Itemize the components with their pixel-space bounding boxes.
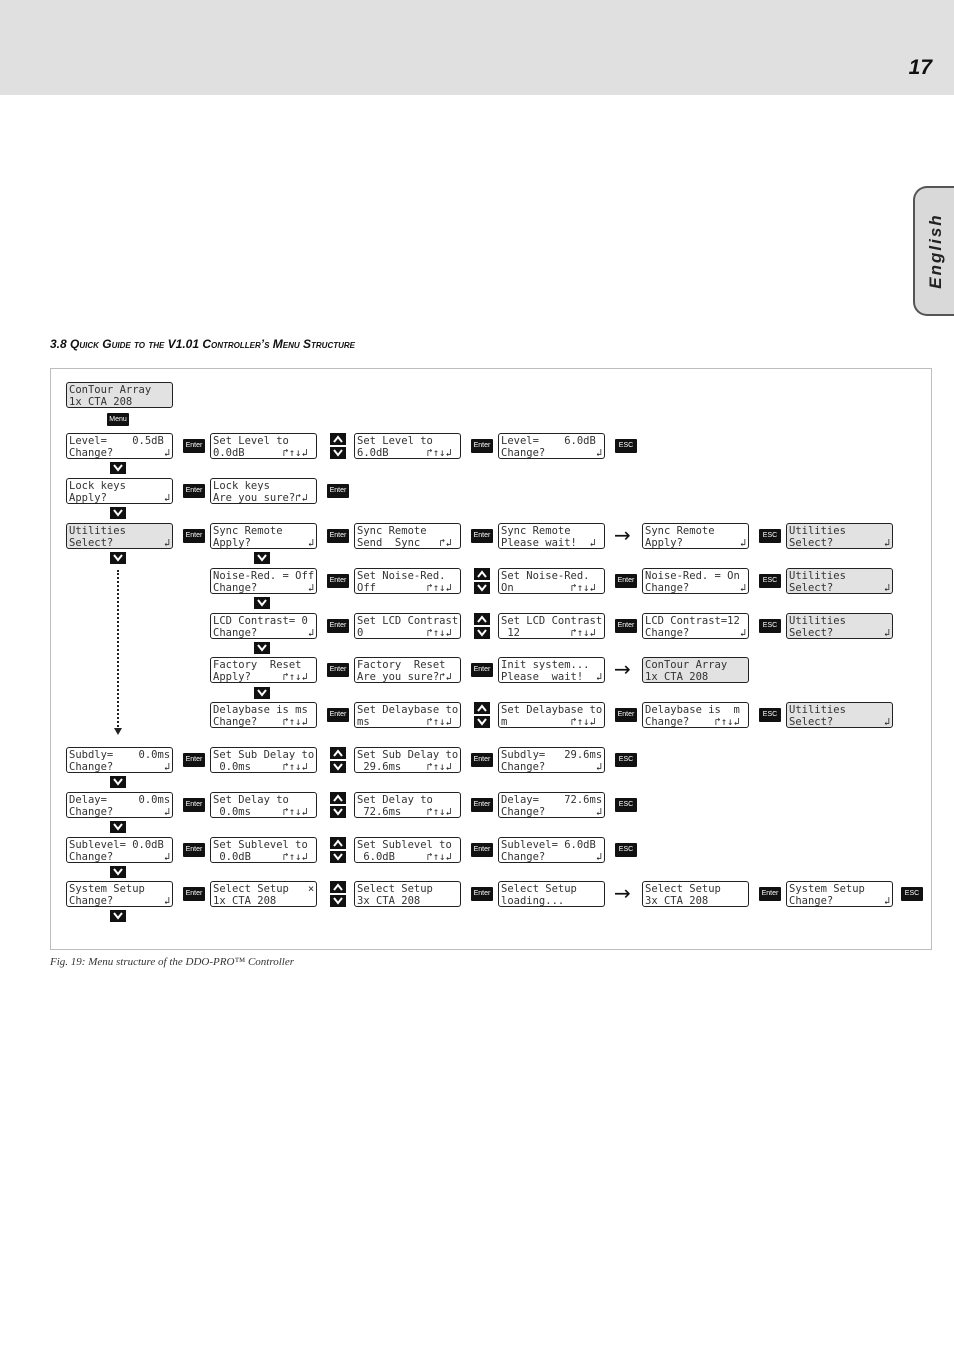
enter-key[interactable]: Enter — [183, 798, 205, 812]
lcd-line: Utilities — [789, 615, 846, 627]
lcd-line: System Setup — [789, 883, 865, 895]
lcd-display-r9c2 — [210, 792, 317, 818]
lcd-line: Select? ↲ — [789, 582, 890, 594]
down-key[interactable] — [474, 582, 490, 594]
enter-key[interactable]: Enter — [327, 529, 349, 543]
enter-key[interactable]: Enter — [183, 843, 205, 857]
enter-key[interactable]: Enter — [183, 887, 205, 901]
esc-key[interactable]: ESC — [759, 574, 781, 588]
up-key[interactable] — [330, 881, 346, 893]
lcd-line: Select Setup — [501, 883, 577, 895]
lcd-line: 1x CTA 208 — [69, 396, 133, 408]
lcd-line: Off ↱↑↓↲ — [357, 582, 452, 594]
down-key[interactable] — [254, 642, 270, 654]
lcd-line: Select? ↲ — [789, 537, 890, 549]
lcd-line: Change? ↲ — [69, 761, 170, 773]
lcd-line: Select Setup — [357, 883, 433, 895]
lcd-display-r2c1 — [66, 478, 173, 504]
flow-arrow: → — [614, 881, 631, 905]
lcd-line: Change? ↲ — [69, 447, 170, 459]
lcd-display-r2c2 — [210, 478, 317, 504]
lcd-line: Set Delaybase to — [357, 704, 458, 716]
enter-key[interactable]: Enter — [471, 843, 493, 857]
up-down-keys[interactable] — [330, 881, 346, 907]
lcd-line: Send Sync ↱↲ — [357, 537, 452, 549]
section-heading: 3.8 Quick Guide to the V1.01 Controller’s Menu Structure — [50, 337, 356, 351]
up-key[interactable] — [330, 433, 346, 445]
esc-key[interactable]: ESC — [901, 887, 923, 901]
lcd-display-r7c5 — [642, 702, 749, 728]
enter-key[interactable]: Enter — [471, 663, 493, 677]
lcd-line: Select Setup — [645, 883, 721, 895]
lcd-line: Change? ↱↑↓↲ — [645, 716, 740, 728]
lcd-line: 3x CTA 208 — [357, 895, 421, 907]
lcd-display-r4c5 — [642, 568, 749, 594]
language-tab — [913, 186, 954, 316]
esc-key[interactable]: ESC — [615, 843, 637, 857]
up-key[interactable] — [330, 837, 346, 849]
enter-key[interactable]: Enter — [759, 887, 781, 901]
lcd-line: Change? ↲ — [213, 627, 314, 639]
lcd-line: Change? ↲ — [501, 761, 602, 773]
esc-key[interactable]: ESC — [615, 753, 637, 767]
lcd-line: Change? ↲ — [501, 806, 602, 818]
lcd-line: 29.6ms ↱↑↓↲ — [357, 761, 452, 773]
lcd-display-r4c6 — [786, 568, 893, 594]
lcd-display-r3c5 — [642, 523, 749, 549]
lcd-line: Level= 0.5dB — [69, 435, 164, 447]
down-key[interactable] — [474, 627, 490, 639]
up-down-keys[interactable] — [330, 747, 346, 773]
down-key[interactable] — [254, 597, 270, 609]
flow-arrow: → — [614, 523, 631, 547]
lcd-display-r9c3 — [354, 792, 461, 818]
lcd-line: Are you sure?↱↲ — [213, 492, 308, 504]
lcd-line: Set LCD Contrast — [501, 615, 602, 627]
enter-key[interactable]: Enter — [471, 529, 493, 543]
lcd-line: Delaybase is m — [645, 704, 740, 716]
lcd-line: Select? ↲ — [789, 716, 890, 728]
esc-key[interactable]: ESC — [615, 439, 637, 453]
lcd-display-r5c4 — [498, 613, 605, 639]
up-down-keys[interactable] — [330, 837, 346, 863]
flow-arrow: → — [614, 657, 631, 681]
enter-key[interactable]: Enter — [471, 753, 493, 767]
esc-key[interactable]: ESC — [759, 529, 781, 543]
lcd-line: Noise-Red. = On — [645, 570, 740, 582]
down-key[interactable] — [110, 462, 126, 474]
lcd-line: 0 ↱↑↓↲ — [357, 627, 452, 639]
down-key[interactable] — [330, 806, 346, 818]
lcd-line: Change? ↱↑↓↲ — [213, 716, 308, 728]
lcd-line: Utilities — [69, 525, 126, 537]
lcd-line: Set Delay to — [213, 794, 289, 806]
lcd-line: Factory Reset — [357, 659, 446, 671]
lcd-line: Lock keys — [69, 480, 126, 492]
figure-frame — [50, 368, 932, 950]
lcd-line: Select Setup × — [213, 883, 314, 895]
lcd-display-r4c2 — [210, 568, 317, 594]
up-key[interactable] — [474, 568, 490, 580]
enter-key[interactable]: Enter — [615, 708, 637, 722]
lcd-line: Are you sure?↱↲ — [357, 671, 452, 683]
lcd-display-r10c4 — [498, 837, 605, 863]
lcd-display-r4c3 — [354, 568, 461, 594]
lcd-line: m ↱↑↓↲ — [501, 716, 596, 728]
lcd-display-r11c6 — [786, 881, 893, 907]
language-tab-label: English — [926, 213, 946, 289]
down-key[interactable] — [110, 552, 126, 564]
lcd-display-r8c3 — [354, 747, 461, 773]
lcd-display-r10c3 — [354, 837, 461, 863]
lcd-line: Please wait! ↲ — [501, 671, 602, 683]
esc-key[interactable]: ESC — [615, 798, 637, 812]
lcd-line: Change? ↲ — [69, 851, 170, 863]
down-key[interactable] — [330, 761, 346, 773]
down-key[interactable] — [110, 866, 126, 878]
lcd-line: Delay= 0.0ms — [69, 794, 170, 806]
down-key[interactable] — [330, 447, 346, 459]
up-down-keys[interactable] — [474, 702, 490, 728]
enter-key[interactable]: Enter — [183, 439, 205, 453]
lcd-line: Sync Remote — [357, 525, 427, 537]
lcd-display-r11c1 — [66, 881, 173, 907]
lcd-line: Change? ↲ — [789, 895, 890, 907]
lcd-line: Change? ↲ — [645, 582, 746, 594]
lcd-display-r3c4 — [498, 523, 605, 549]
lcd-line: Noise-Red. = Off — [213, 570, 314, 582]
down-key[interactable] — [254, 552, 270, 564]
lcd-line: Utilities — [789, 570, 846, 582]
dotted-connector — [117, 570, 119, 730]
lcd-line: Sync Remote — [213, 525, 283, 537]
lcd-line: On ↱↑↓↲ — [501, 582, 596, 594]
lcd-line: Sublevel= 0.0dB — [69, 839, 164, 851]
lcd-display-r1c3 — [354, 433, 461, 459]
down-key[interactable] — [110, 821, 126, 833]
lcd-line: Change? ↲ — [501, 447, 602, 459]
down-key[interactable] — [110, 910, 126, 922]
lcd-line: Apply? ↲ — [213, 537, 314, 549]
dotted-connector-arrowhead — [114, 728, 122, 735]
lcd-display-r8c2 — [210, 747, 317, 773]
up-down-keys[interactable] — [474, 613, 490, 639]
lcd-line: 0.0ms ↱↑↓↲ — [213, 806, 308, 818]
lcd-display-r11c3 — [354, 881, 461, 907]
lcd-display-r7c6 — [786, 702, 893, 728]
lcd-line: Sync Remote — [645, 525, 715, 537]
lcd-line: Utilities — [789, 525, 846, 537]
lcd-line: Subdly= 0.0ms — [69, 749, 170, 761]
lcd-display-r6c3 — [354, 657, 461, 683]
enter-key[interactable]: Enter — [183, 529, 205, 543]
lcd-line: loading... — [501, 895, 565, 907]
lcd-line: System Setup — [69, 883, 145, 895]
down-key[interactable] — [110, 507, 126, 519]
enter-key[interactable]: Enter — [615, 574, 637, 588]
lcd-line: ConTour Array — [645, 659, 728, 671]
enter-key[interactable]: Enter — [183, 484, 205, 498]
lcd-display-r6c4 — [498, 657, 605, 683]
up-key[interactable] — [474, 613, 490, 625]
lcd-line: Set LCD Contrast — [357, 615, 458, 627]
lcd-line: Delay= 72.6ms — [501, 794, 602, 806]
down-key[interactable] — [254, 687, 270, 699]
lcd-display-r1c2 — [210, 433, 317, 459]
lcd-line: Sync Remote — [501, 525, 571, 537]
lcd-line: Set Sublevel to — [357, 839, 452, 851]
lcd-display-r5c2 — [210, 613, 317, 639]
lcd-line: Change? ↲ — [213, 582, 314, 594]
lcd-display-r11c4 — [498, 881, 605, 907]
lcd-display-r8c1 — [66, 747, 173, 773]
lcd-display-r1c1 — [66, 433, 173, 459]
lcd-line: LCD Contrast=12 — [645, 615, 740, 627]
lcd-display-r7c3 — [354, 702, 461, 728]
lcd-line: Select? ↲ — [69, 537, 170, 549]
lcd-display-r5c5 — [642, 613, 749, 639]
lcd-line: Set Noise-Red. — [501, 570, 590, 582]
enter-key[interactable]: Enter — [327, 663, 349, 677]
enter-key[interactable]: Enter — [471, 798, 493, 812]
lcd-line: Utilities — [789, 704, 846, 716]
up-down-keys[interactable] — [330, 792, 346, 818]
lcd-line: Please wait! ↲ — [501, 537, 596, 549]
lcd-line: Subdly= 29.6ms — [501, 749, 602, 761]
down-key[interactable] — [474, 716, 490, 728]
lcd-line: Lock keys — [213, 480, 270, 492]
lcd-line: Level= 6.0dB — [501, 435, 596, 447]
lcd-display-r6c2 — [210, 657, 317, 683]
lcd-line: 1x CTA 208 — [213, 895, 277, 907]
lcd-line: Change? ↲ — [69, 806, 170, 818]
lcd-display-r4c4 — [498, 568, 605, 594]
lcd-line: 12 ↱↑↓↲ — [501, 627, 596, 639]
esc-key[interactable]: ESC — [759, 708, 781, 722]
up-key[interactable] — [474, 702, 490, 714]
lcd-display-r3c2 — [210, 523, 317, 549]
lcd-line: 0.0dB ↱↑↓↲ — [213, 447, 308, 459]
lcd-line: Change? ↲ — [645, 627, 746, 639]
lcd-line: Set Level to — [357, 435, 433, 447]
esc-key[interactable]: ESC — [759, 619, 781, 633]
lcd-display-start — [66, 382, 173, 408]
page-number: 17 — [908, 56, 932, 79]
lcd-display-r11c5 — [642, 881, 749, 907]
lcd-display-r3c6 — [786, 523, 893, 549]
enter-key[interactable]: Enter — [183, 753, 205, 767]
lcd-line: 0.0dB ↱↑↓↲ — [213, 851, 308, 863]
lcd-line: 3x CTA 208 — [645, 895, 709, 907]
lcd-line: 0.0ms ↱↑↓↲ — [213, 761, 308, 773]
lcd-line: Set Delay to — [357, 794, 433, 806]
enter-key[interactable]: Enter — [471, 887, 493, 901]
lcd-display-r11c2 — [210, 881, 317, 907]
lcd-line: Set Sublevel to — [213, 839, 308, 851]
lcd-line: Set Delaybase to — [501, 704, 602, 716]
lcd-line: Apply? ↲ — [69, 492, 170, 504]
lcd-display-r7c2 — [210, 702, 317, 728]
enter-key[interactable]: Enter — [615, 619, 637, 633]
lcd-line: Delaybase is ms — [213, 704, 308, 716]
lcd-display-r3c1 — [66, 523, 173, 549]
lcd-line: Change? ↲ — [69, 895, 170, 907]
lcd-line: 1x CTA 208 — [645, 671, 709, 683]
lcd-line: Change? ↲ — [501, 851, 602, 863]
header-band — [0, 0, 954, 95]
up-key[interactable] — [330, 792, 346, 804]
up-down-keys[interactable] — [474, 568, 490, 594]
lcd-line: Apply? ↲ — [645, 537, 746, 549]
figure-caption: Fig. 19: Menu structure of the DDO-PRO™ Controller — [50, 956, 294, 968]
lcd-line: Init system... — [501, 659, 590, 671]
enter-key[interactable]: Enter — [327, 484, 349, 498]
lcd-line: Set Sub Delay to — [357, 749, 458, 761]
down-key[interactable] — [330, 895, 346, 907]
enter-key[interactable]: Enter — [327, 574, 349, 588]
lcd-display-r5c6 — [786, 613, 893, 639]
enter-key[interactable]: Enter — [327, 708, 349, 722]
lcd-line: Set Sub Delay to — [213, 749, 314, 761]
lcd-line: Set Level to — [213, 435, 289, 447]
lcd-line: LCD Contrast= 0 — [213, 615, 308, 627]
lcd-line: Sublevel= 6.0dB — [501, 839, 596, 851]
enter-key[interactable]: Enter — [471, 439, 493, 453]
lcd-display-r7c4 — [498, 702, 605, 728]
lcd-line: Select? ↲ — [789, 627, 890, 639]
lcd-display-r9c1 — [66, 792, 173, 818]
lcd-line: 6.0dB ↱↑↓↲ — [357, 447, 452, 459]
enter-key[interactable]: Enter — [327, 619, 349, 633]
menu-key[interactable]: Menu — [107, 413, 129, 426]
lcd-display-r5c3 — [354, 613, 461, 639]
lcd-line: Apply? ↱↑↓↲ — [213, 671, 308, 683]
lcd-display-r10c1 — [66, 837, 173, 863]
lcd-line: 6.0dB ↱↑↓↲ — [357, 851, 452, 863]
down-key[interactable] — [330, 851, 346, 863]
up-key[interactable] — [330, 747, 346, 759]
lcd-line: Set Noise-Red. — [357, 570, 446, 582]
lcd-line: Factory Reset — [213, 659, 302, 671]
lcd-display-r1c4 — [498, 433, 605, 459]
lcd-display-r6c5 — [642, 657, 749, 683]
lcd-display-r10c2 — [210, 837, 317, 863]
up-down-keys[interactable] — [330, 433, 346, 459]
lcd-line: ConTour Array — [69, 384, 152, 396]
lcd-line: ms ↱↑↓↲ — [357, 716, 452, 728]
down-key[interactable] — [110, 776, 126, 788]
lcd-display-r3c3 — [354, 523, 461, 549]
lcd-line: 72.6ms ↱↑↓↲ — [357, 806, 452, 818]
lcd-display-r8c4 — [498, 747, 605, 773]
lcd-display-r9c4 — [498, 792, 605, 818]
